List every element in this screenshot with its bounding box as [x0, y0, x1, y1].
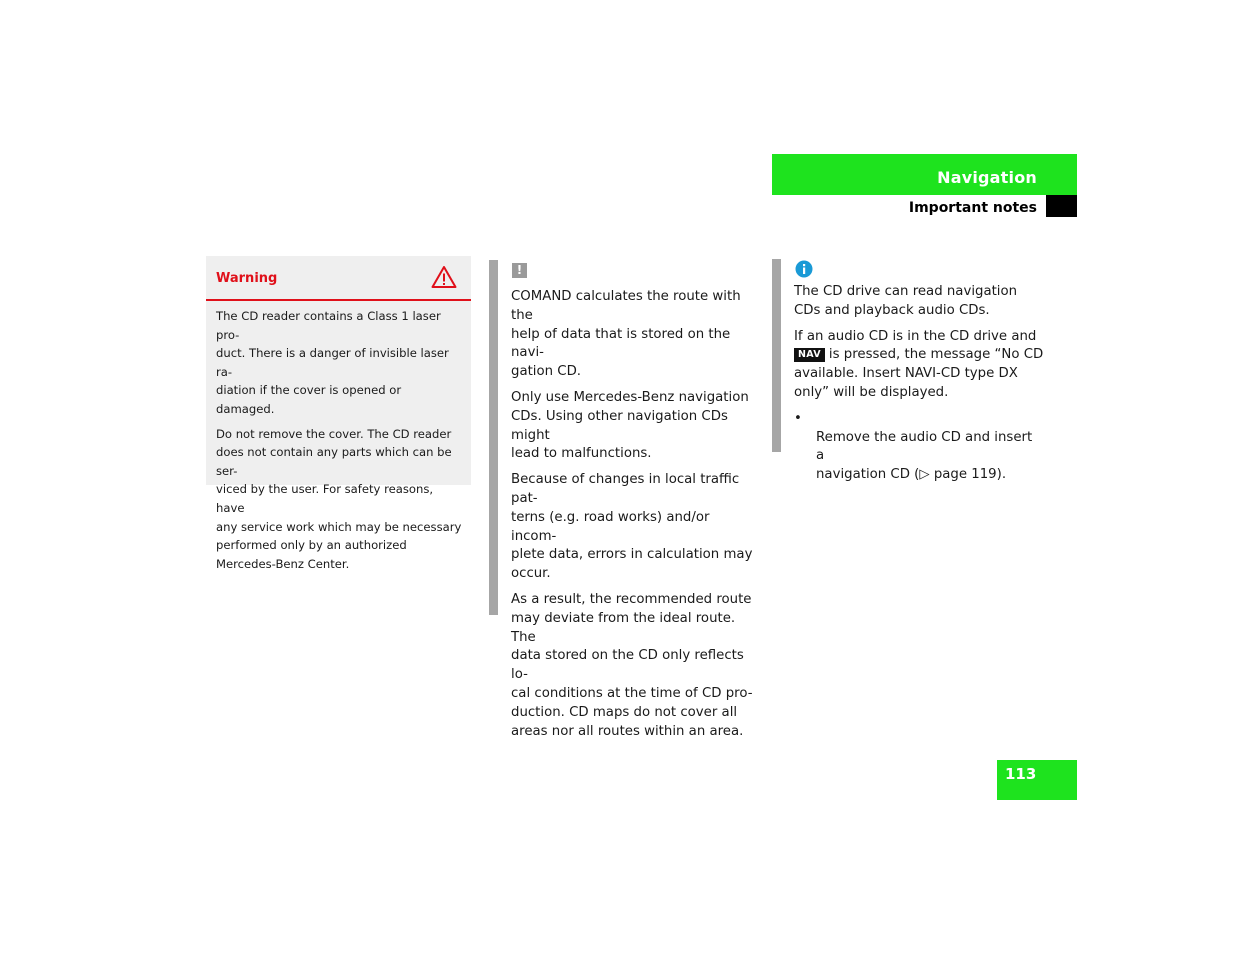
page-number-box [997, 760, 1077, 800]
info-paragraph: The CD drive can read navigation CDs and playback audio CDs. [794, 284, 1018, 318]
notice-paragraph: COMAND calculates the route with the help of data that is stored on the navi- gation CD. [511, 289, 741, 380]
warning-body [206, 301, 471, 573]
bullet-icon: • [794, 410, 802, 426]
nav-key-icon: NAV [794, 348, 825, 362]
info-icon [795, 260, 813, 278]
subsection-title: Important notes [908, 200, 1037, 216]
warning-paragraph: Do not remove the cover. The CD reader does not contain any parts which can be ser- viced by the user. For safety reasons, have any service work which may be necessary performed only by an authorized Mercedes-Benz Center. [216, 426, 462, 571]
instruction-text: Remove the audio CD and insert a navigation CD (▷ page 119). [816, 429, 1033, 483]
notice-text [511, 288, 756, 748]
instruction-list-item [794, 410, 1044, 485]
info-section [772, 259, 1044, 483]
warning-box [206, 256, 471, 571]
notice-paragraph: Only use Mercedes-Benz navigation CDs. Using other navigation CDs might lead to malfunctions. [511, 389, 749, 462]
section-title: Navigation [937, 168, 1037, 187]
warning-header [206, 256, 471, 301]
info-paragraph-start: If an audio CD is in the CD drive and [794, 328, 1037, 344]
page-number: 113 [1005, 765, 1037, 783]
section-header [772, 154, 1077, 195]
info-side-bar [772, 259, 781, 452]
notice-paragraph: As a result, the recommended route may deviate from the ideal route. The data stored on the CD only reflects lo- cal conditions at the time of CD pro- duction. CD maps do not cover all areas nor all routes within an area. [511, 591, 753, 739]
info-text [794, 283, 1044, 485]
warning-triangle-icon [431, 265, 457, 289]
subsection-header [772, 195, 1077, 217]
notice-paragraph: Because of changes in local traffic pat- terns (e.g. road works) and/or incom- plete data, errors in calculation may occur. [511, 472, 753, 582]
exclamation-icon [512, 263, 527, 278]
warning-paragraph: The CD reader contains a Class 1 laser pro- duct. There is a danger of invisible laser ra- diation if the cover is opened or damaged. [216, 309, 449, 416]
warning-title: Warning [216, 271, 278, 286]
info-paragraph-end: is pressed, the message “No CD available. Insert NAVI-CD type DX only” will be displayed. [794, 347, 1044, 400]
subsection-marker [1046, 195, 1077, 217]
exclamation-glyph: ! [516, 263, 523, 277]
info-paragraph [794, 328, 1044, 403]
notice-section [489, 260, 759, 739]
notice-side-bar [489, 260, 498, 615]
